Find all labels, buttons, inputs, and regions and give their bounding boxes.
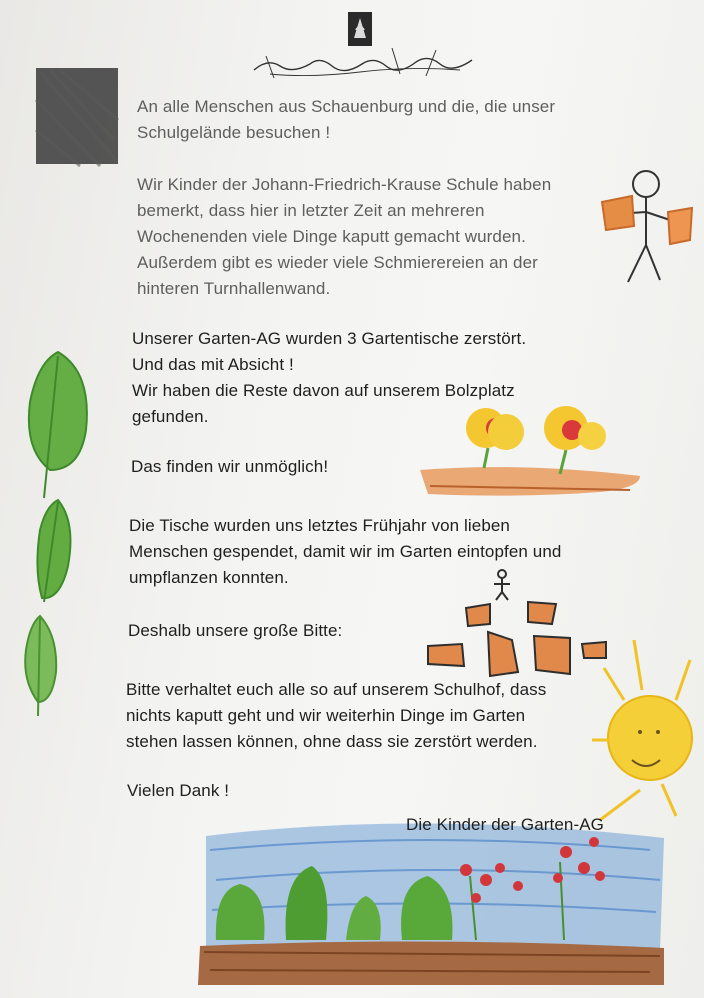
paragraph-4 <box>129 513 561 591</box>
stick-figure-drawing <box>602 171 692 282</box>
text-line: gefunden. <box>132 407 209 426</box>
text-line: An alle Menschen aus Schauenburg und die, die unser <box>137 97 556 116</box>
text-line: bemerkt, dass hier in letzter Zeit an mehreren <box>137 201 485 220</box>
signature-text: Die Kinder der Garten-AG <box>406 815 604 834</box>
text-line: Unserer Garten-AG wurden 3 Gartentische zerstört. <box>132 329 527 348</box>
text-line: hinteren Turnhallenwand. <box>137 279 331 298</box>
text-line: Schulgelände besuchen ! <box>137 123 331 142</box>
text-line: Deshalb unsere große Bitte: <box>128 621 343 640</box>
sun-drawing <box>592 640 692 820</box>
text-line: Wir haben die Reste davon auf unserem Bolzplatz <box>132 381 515 400</box>
text-line: Die Tische wurden uns letztes Frühjahr von lieben <box>129 516 510 535</box>
text-line: Wir Kinder der Johann-Friedrich-Krause Schule haben <box>137 175 552 194</box>
greeting <box>137 94 555 146</box>
thanks-text: Vielen Dank ! <box>127 781 230 800</box>
text-line: Bitte verhaltet euch alle so auf unserem Schulhof, dass <box>126 680 547 699</box>
paragraph-2 <box>132 326 526 430</box>
paragraph-3 <box>131 454 328 480</box>
text-line: stehen lassen können, ohne dass sie zerstört werden. <box>126 732 538 751</box>
text-line: Außerdem gibt es wieder viele Schmierereien an der <box>137 253 538 272</box>
leaf-drawing <box>25 352 87 716</box>
signature <box>406 812 604 838</box>
paragraph-6 <box>126 677 546 755</box>
text-line: Das finden wir unmöglich! <box>131 457 329 476</box>
text-line: umpflanzen konnten. <box>129 568 289 587</box>
paragraph-1 <box>137 172 551 302</box>
text-line: nichts kaputt geht und wir weiterhin Dinge im Garten <box>126 706 526 725</box>
garden-drawing <box>198 823 664 985</box>
gray-square-drawing <box>36 68 118 166</box>
paragraph-5 <box>128 618 342 644</box>
closing-thanks <box>127 778 229 804</box>
text-line: Wochenenden viele Dinge kaputt gemacht wurden. <box>137 227 526 246</box>
text-line: Und das mit Absicht ! <box>132 355 294 374</box>
text-line: Menschen gespendet, damit wir im Garten eintopfen und <box>129 542 562 561</box>
